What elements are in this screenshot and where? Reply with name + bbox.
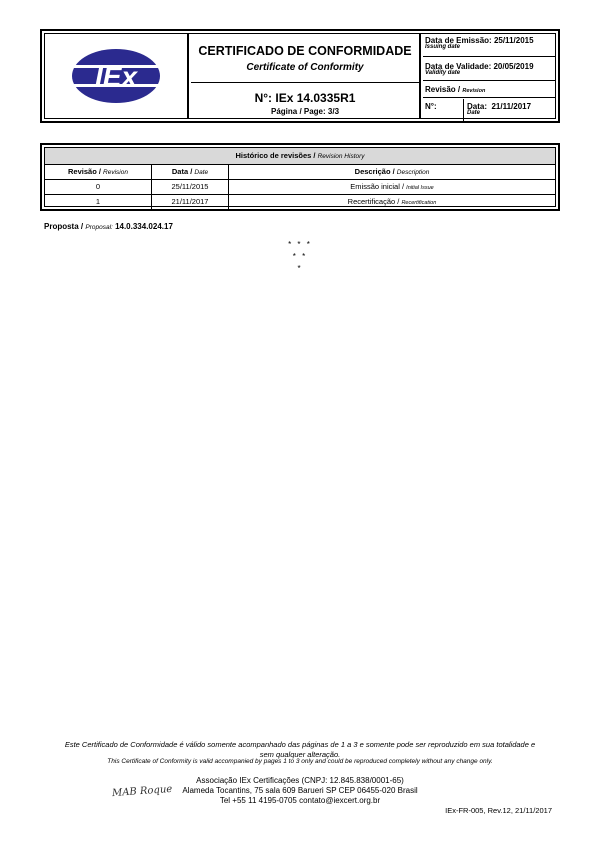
validity-date: Data de Validade: 20/05/2019 Validity date	[423, 58, 555, 81]
cell-description: Recertificação / Recertification	[347, 197, 437, 206]
col-description: Descrição / Description	[354, 167, 430, 176]
certificate-title: CERTIFICADO DE CONFORMIDADE	[198, 44, 412, 58]
table-header-row	[45, 165, 555, 180]
table-row	[45, 180, 555, 195]
revision-date: Data: 21/11/2017 Date	[467, 102, 532, 116]
form-code: IEx-FR-005, Rev.12, 21/11/2017	[445, 806, 552, 815]
revision-history-title: Histórico de revisões / Revision History	[45, 148, 555, 165]
table-row	[45, 195, 555, 209]
end-marker-1: *	[297, 264, 303, 273]
revision-number-label: N°:	[425, 102, 437, 111]
association-address: Alameda Tocantins, 75 sala 609 Barueri SP CEP 06455-020 Brasil	[182, 786, 418, 795]
end-marker-3: * * *	[288, 240, 312, 249]
cell-description: Emissão inicial / Initial Issue	[350, 182, 434, 191]
cell-revision: 1	[45, 195, 152, 209]
certificate-header	[40, 29, 560, 123]
iex-logo-icon	[70, 46, 162, 106]
validity-note-pt: Este Certificado de Conformidade é válido somente acompanhado das páginas de 1 a 3 e somente pode ser reproduzido em sua totalidade e sem qualquer alteração.	[64, 740, 536, 759]
cell-date: 21/11/2017	[152, 195, 229, 209]
logo-text: IEx	[94, 61, 138, 92]
revision-number-date	[423, 99, 555, 123]
cell-date: 25/11/2015	[152, 180, 229, 194]
revision-label: Revisão / Revision	[423, 82, 555, 98]
end-marker-2: * *	[292, 252, 308, 261]
certificate-title-en: Certificate of Conformity	[246, 62, 364, 73]
association-name: Associação IEx Certificações (CNPJ: 12.845.838/0001-65)	[196, 776, 404, 785]
association-contact: Tel +55 11 4195-0705 contato@iexcert.org.br	[219, 796, 381, 805]
dates-block	[423, 34, 555, 118]
title-block	[191, 34, 419, 118]
proposal-number: Proposta / Proposal: 14.0.334.024.17	[44, 222, 173, 231]
revision-history-table	[40, 143, 560, 211]
col-revision: Revisão / Revision	[45, 165, 152, 179]
page-number: Página / Page: 3/3	[270, 107, 340, 116]
col-date: Data / Date	[152, 165, 229, 179]
cell-revision: 0	[45, 180, 152, 194]
certificate-number: N°: IEx 14.0335R1	[254, 91, 356, 105]
validity-note-en: This Certificate of Conformity is valid accompanied by pages 1 to 3 only and could be reproduced completely without any change only.	[107, 758, 493, 765]
signature: MAB Roque	[111, 783, 173, 800]
issue-date: Data de Emissão: 25/11/2015 Issuing date	[423, 34, 555, 57]
iex-logo	[45, 34, 187, 118]
